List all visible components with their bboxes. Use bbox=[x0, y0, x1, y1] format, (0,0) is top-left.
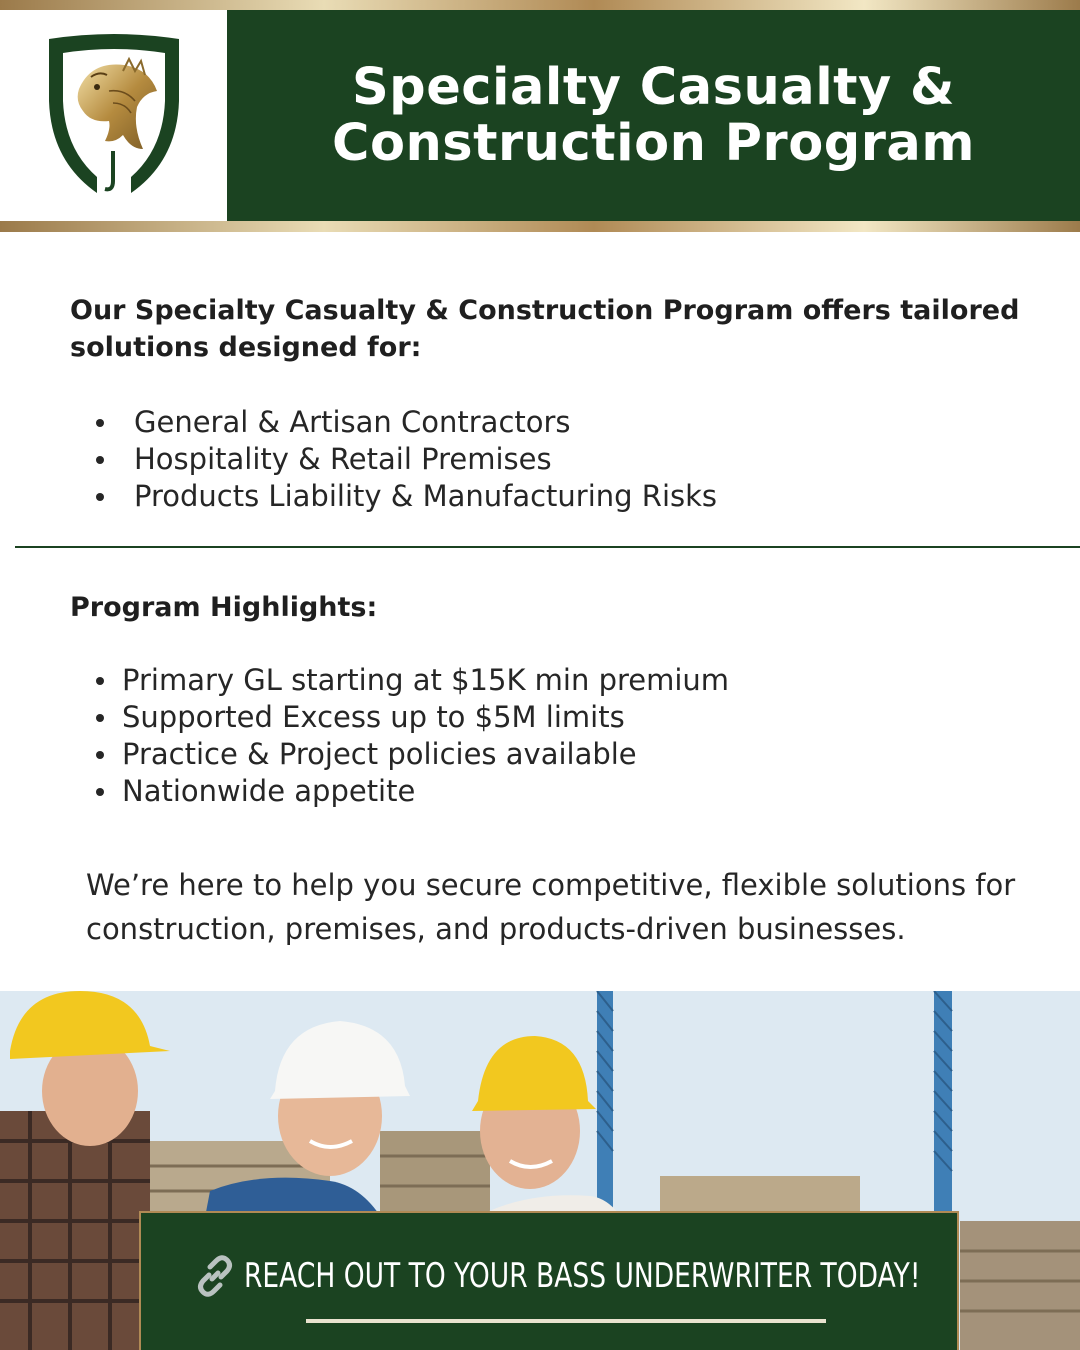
cta-banner[interactable] bbox=[139, 1211, 959, 1350]
closing-text: We’re here to help you secure competitive, flexible solutions for construction, premises, and products-driven businesses. bbox=[86, 868, 1016, 946]
list-item bbox=[92, 441, 717, 478]
list-item-label: Hospitality & Retail Premises bbox=[134, 442, 552, 476]
cta-label[interactable]: REACH OUT TO YOUR BASS UNDERWRITER TODAY! bbox=[244, 1256, 921, 1296]
list-item bbox=[92, 404, 717, 441]
page-title-line-2: Construction Program bbox=[332, 113, 975, 173]
header-gold-bar-bottom bbox=[0, 221, 1080, 232]
segments-list bbox=[92, 404, 717, 515]
logo bbox=[0, 10, 227, 221]
list-item-label: Primary GL starting at $15K min premium bbox=[122, 663, 730, 697]
bullet-icon bbox=[96, 419, 104, 427]
bass-fish-shield-logo-icon bbox=[39, 31, 189, 201]
list-item bbox=[92, 662, 729, 699]
bullet-icon bbox=[96, 677, 104, 685]
highlights-heading: Program Highlights: bbox=[70, 592, 378, 623]
title-banner bbox=[227, 10, 1080, 221]
bullet-icon bbox=[96, 456, 104, 464]
bullet-icon bbox=[96, 788, 104, 796]
list-item bbox=[92, 773, 729, 810]
bullet-icon bbox=[96, 751, 104, 759]
section-divider bbox=[15, 546, 1080, 548]
list-item-label: Products Liability & Manufacturing Risks bbox=[134, 479, 718, 513]
page-title-line-1: Specialty Casualty & bbox=[351, 57, 956, 117]
list-item-label: Practice & Project policies available bbox=[122, 737, 637, 771]
highlights-list bbox=[92, 662, 729, 810]
intro-text: Our Specialty Casualty & Construction Program offers tailored solutions designed for: bbox=[70, 295, 1020, 363]
bullet-icon bbox=[96, 714, 104, 722]
list-item-label: Supported Excess up to $5M limits bbox=[122, 700, 625, 734]
list-item-label: Nationwide appetite bbox=[122, 774, 416, 808]
header-gold-bar-top bbox=[0, 0, 1080, 10]
list-item bbox=[92, 478, 717, 515]
link-icon bbox=[194, 1255, 236, 1297]
cta-underline bbox=[306, 1319, 826, 1323]
list-item-label: General & Artisan Contractors bbox=[134, 405, 571, 439]
bullet-icon bbox=[96, 493, 104, 501]
list-item bbox=[92, 699, 729, 736]
list-item bbox=[92, 736, 729, 773]
